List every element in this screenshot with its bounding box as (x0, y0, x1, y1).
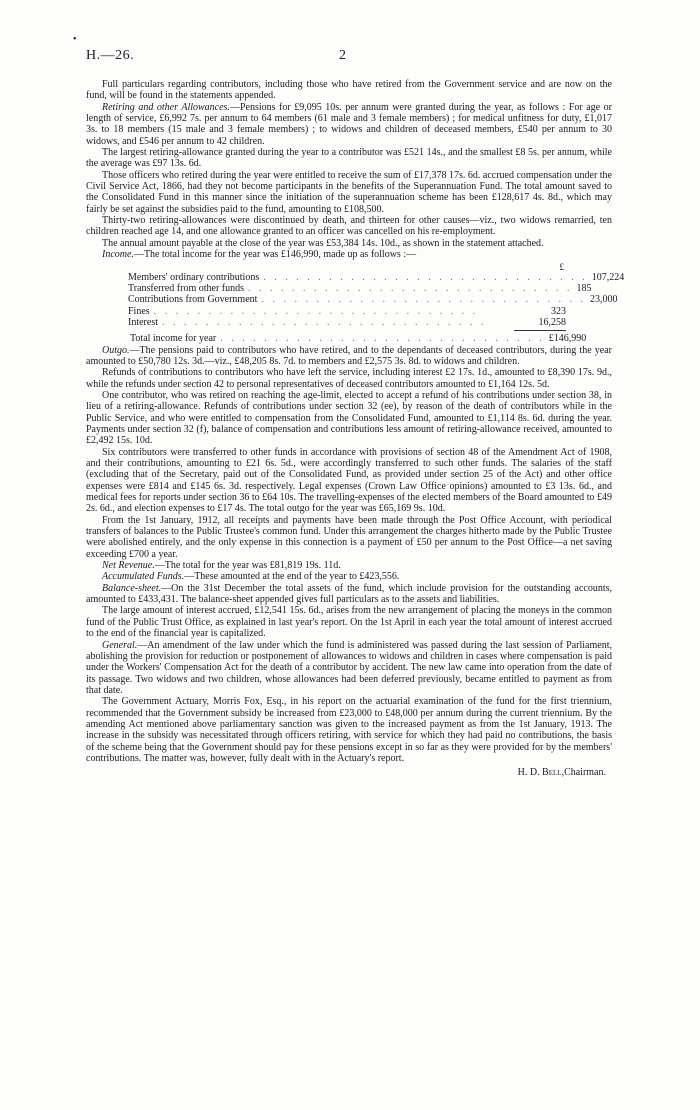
page-number: 2 (339, 48, 346, 63)
paragraph-age-limit: One contributor, who was retired on reaching the age-limit, elected to accept a refund of his contributions under section 38, in lieu of a retiring-allowance. Refunds of contributions under section 32 (ee), by reason of the death of contributors while in the Public Service, and who were entitled to compensation from the Consolidated Fund, amounted to £1,114 8s. 6d. during the year. Payments under section 32 (f), balance of compensation and contributions less amount of retiring-allowance received, amounted to £2,492 15s. 10d. (86, 389, 612, 447)
income-table (128, 261, 625, 332)
section-heading: Income. (102, 249, 134, 261)
income-row: Contributions from Government . . . . . . . . . . . . . . . . . . . . . . . . . . . . . . 23,000 (128, 294, 618, 306)
paragraph-net-revenue: Net Revenue.—The total for the year was £81,819 19s. 11d. (102, 560, 341, 572)
income-row: Transferred from other funds . . . . . . . . . . . . . . . . . . . . . . . . . . . . . . 185 (128, 282, 592, 294)
section-heading: General. (102, 639, 138, 651)
currency-header: £ (559, 261, 564, 272)
income-row: Interest . . . . . . . . . . . . . . . . . . . . . . . . . . . . . . 16,258 (128, 316, 566, 328)
income-row: Fines . . . . . . . . . . . . . . . . . . . . . . . . . . . . . . 323 (128, 305, 566, 317)
signature (86, 767, 612, 778)
paragraph-retiring-allowances: Retiring and other Allowances.—Pensions for £9,095 10s. per annum were granted during the year, as follows : For age or length of service, £6,992 7s. per annum to 64 members (61 male and 3 female members) ; for medical unfitness for duty, £1,017 3s. to 18 members (15 male and 3 female members) ; to widows and children of deceased members, £540 per annum to 30 widows, and £546 per annum to 42 children. (86, 101, 612, 147)
paragraph-annual-amount: The annual amount payable at the close of the year was £53,384 14s. 10d., as shown in the statement attached. (102, 237, 544, 249)
paragraph-refunds: Refunds of contributions to contributors who have left the service, including interest £2 17s. 1d., amounted to £8,390 17s. 9d., while the refunds under section 42 to personal representatives of deceased contributors amounted to £1,164 12s. 5d. (86, 367, 612, 390)
document-reference: H.—26. (86, 48, 135, 63)
signatory-name: H. D. Bell (517, 767, 562, 779)
section-heading: Net Revenue. (102, 560, 155, 572)
paragraph-outgo: Outgo.—The pensions paid to contributors who have retired, and to the dependants of deceased contributors, during the year amounted to £50,780 12s. 3d.—viz., £48,205 8s. 7d. to members and £2,575 3s. 8d. to widows and children. (86, 344, 612, 367)
paragraph-general: General.—An amendment of the law under which the fund is administered was passed during the last session of Parliament, abolishing the provision for reduction or postponement of allowances to widows and children in cases where compensation is paid under the Workers' Compensation Act for the death of a contributor by accident. The new law came into operation from the date of its passage. Two widows and two children, whose allowances had been deferred previously, became entitled to payment as from that date. (86, 639, 612, 696)
signatory-title: ,Chairman. (561, 767, 606, 779)
page-header (86, 48, 612, 68)
paragraph-income: Income.—The total income for the year was £146,990, made up as follows :— (102, 249, 417, 261)
total-rule (514, 330, 566, 331)
paragraph-actuary: The Government Actuary, Morris Fox, Esq., in his report on the actuarial examination of the fund for the first triennium, recommended that the Government subsidy be increased from £23,000 to £48,000 per annum during the current triennium. By the amending Act mentioned above parliamentary sanction was given to the increased payment as from the 1st January, 1913. The increase in the subsidy was necessitated through officers retiring, with service for which they had paid no contributions, the basis of the scheme being that the Government should pay for these pensions except in so far as they were provided for by the members' contributions. The matter was, however, fully dealt with in the Actuary's report. (86, 696, 612, 764)
paragraph-discontinued: Thirty-two retiring-allowances were discontinued by death, and thirteen for other causes—viz., two widows remarried, ten children reached age 14, and one allowance granted to an officer was cancelled on his re-employment. (86, 215, 612, 238)
paragraph-accumulated-funds: Accumulated Funds.—These amounted at the end of the year to £423,556. (102, 571, 400, 583)
section-heading: Balance-sheet. (102, 582, 162, 594)
paragraph-balance-sheet: Balance-sheet.—On the 31st December the total assets of the fund, which include provision for the outstanding accounts, amounted to £433,431. The balance-sheet appended gives full particulars as to the assets and liabilities. (86, 582, 612, 606)
margin-mark: • (73, 34, 77, 45)
paragraph-largest-allowance: The largest retiring-allowance granted during the year to a contributor was £521 14s., and the smallest £8 5s. per annum, while the average was £97 13s. 6d. (86, 147, 612, 170)
paragraph-interest-accrued: The large amount of interest accrued, £12,541 15s. 6d., arises from the new arrangement of placing the moneys in the common fund of the Public Trust Office, as explained in last year's report. On the 1st April in each year the total amount of interest accrued to the end of the financial year is capitalized. (86, 605, 612, 640)
section-heading: Retiring and other Allowances. (102, 101, 230, 113)
paragraph-contributors: Full particulars regarding contributors, including those who have retired from the Government service and are now on the fund, will be found in the statements appended. (86, 79, 612, 102)
section-heading: Outgo. (102, 344, 130, 356)
paragraph-transfers: Six contributors were transferred to other funds in accordance with provisions of section 48 of the Amendment Act of 1908, and their contributions, amounting to £21 6s. 5d., were accordingly transferred to such other funds. The salaries of the staff (excluding that of the Secretary, paid out of the Consolidated Fund, as provided under section 25 of the Act) and other office expenses were £814 and £145 6s. 3d. respectively. Legal expenses (Crown Law Office opinions) amounted to £3 13s. 6d., and medical fees for reports under section 36 to £64 10s. The travelling-expenses of the elected members of the Board amounted to £49 2s. 6d., and election expenses to £17 4s. The total outgo for the year was £65,169 9s. 10d. (86, 446, 612, 515)
paragraph-accrued-compensation: Those officers who retired during the year were entitled to receive the sum of £17,378 17s. 6d. accrued compensation under the Civil Service Act, 1866, had they not become participants in the benefits of the Superannuation Fund. The total amount saved to the Consolidated Fund in this manner since the initiation of the superannuation scheme has been £128,617 4s. 8d., which may fairly be set against the subsidies paid to the fund, amounting to £108,500. (86, 169, 612, 215)
paragraph-post-office: From the 1st January, 1912, all receipts and payments have been made through the Post Office Account, with periodical transfers of balances to the Public Trustee's common fund. Under this arrangement the charges hitherto made by the Public Trustee were abolished entirely, and the only expense in this connection is a payment of £50 per annum to the Post Office—a net saving exceeding £700 a year. (86, 514, 612, 560)
income-total-row: Total income for year . . . . . . . . . . . . . . . . . . . . . . . . . . . . . . £146,990 (130, 333, 587, 345)
income-row: Members' ordinary contributions . . . . . . . . . . . . . . . . . . . . . . . . . . . . . . 107,224 (128, 271, 625, 283)
report-body (86, 79, 625, 779)
section-heading: Accumulated Funds. (102, 571, 185, 583)
